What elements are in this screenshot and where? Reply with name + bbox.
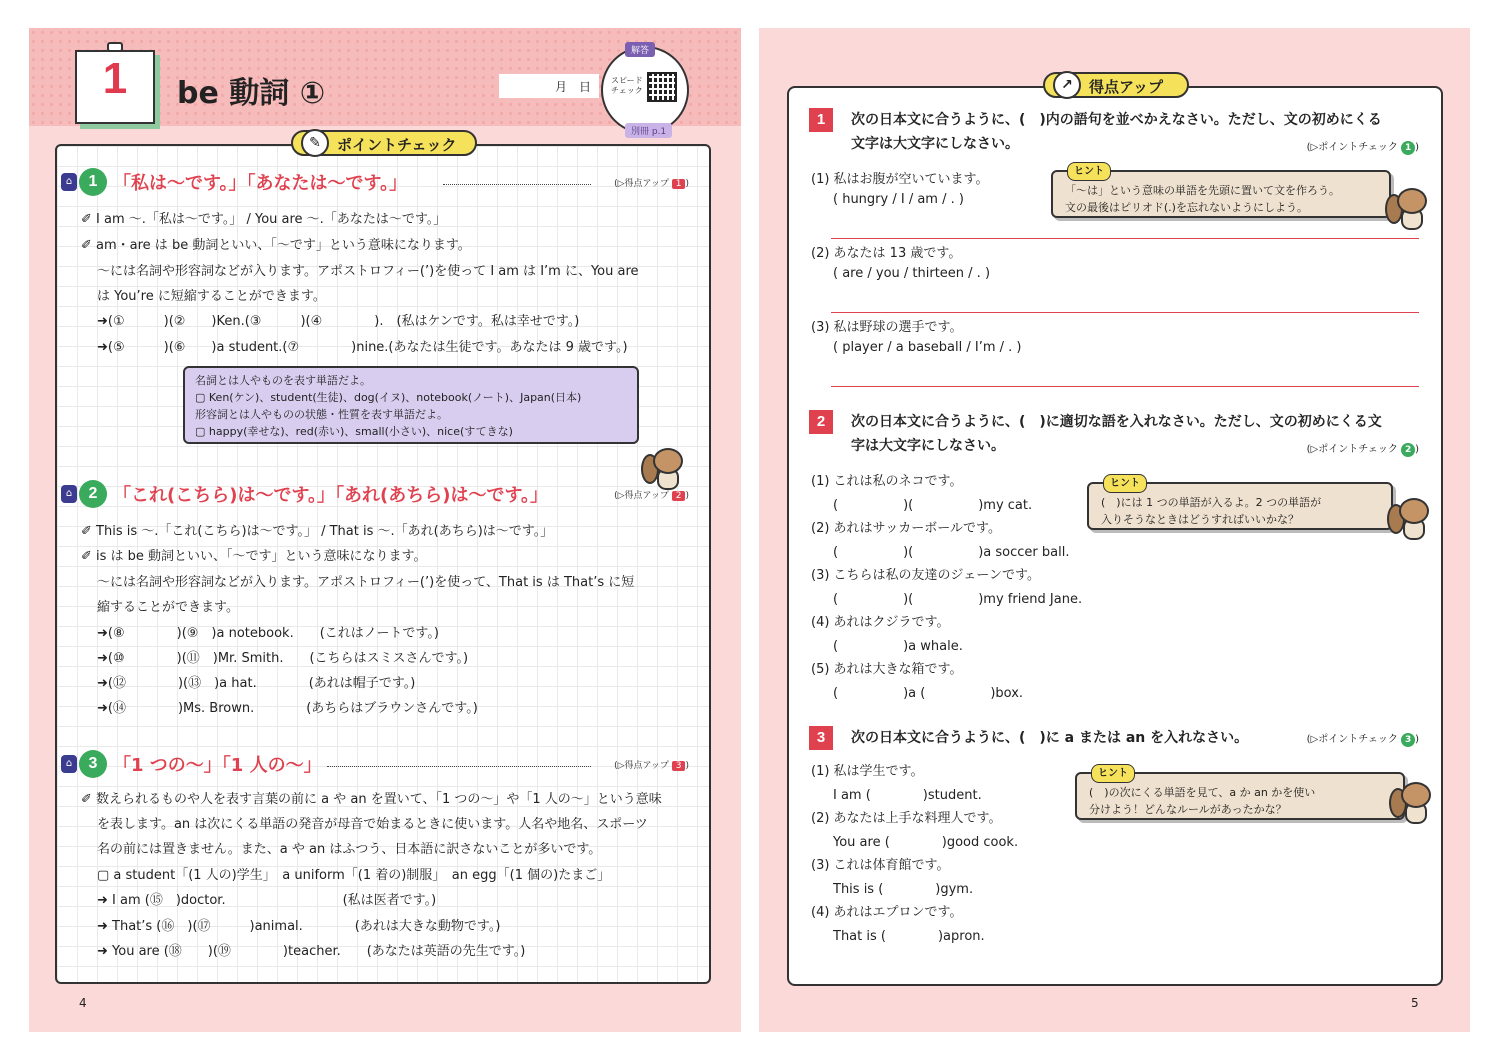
item-en[interactable]: ( )( )my cat. bbox=[833, 498, 1033, 513]
page-number: 4 bbox=[79, 996, 87, 1010]
text-line: ✐ am・are は be 動詞といい、「～です」という意味になります。 bbox=[81, 238, 471, 253]
exercise-line: ➜ I am (⑮ )doctor. (私は医者です。) bbox=[97, 893, 437, 908]
note-line: 名詞とは人やものを表す単語だよ。 bbox=[195, 374, 371, 387]
question-number: 1 bbox=[809, 108, 833, 132]
text-line: 縮することができます。 bbox=[97, 600, 239, 615]
divider bbox=[443, 184, 591, 185]
exercise-line: ➜ That’s (⑯ )(⑰ )animal. (あれは大きな動物です。) bbox=[97, 919, 501, 934]
lock-icon: ⌂ bbox=[61, 755, 77, 773]
question-text: 次の日本文に合うように、( )内の語句を並べかえなさい。ただし、文の初めにくる 文字は大文字にしなさい。 bbox=[851, 112, 1382, 152]
divider bbox=[327, 766, 591, 767]
squirrel-icon bbox=[1393, 494, 1433, 542]
text-line: ～には名詞や形容詞などが入ります。アポストロフィー(’)を使って、That is は That’s に短 bbox=[97, 575, 635, 590]
lock-icon: ⌂ bbox=[61, 173, 77, 191]
squirrel-icon bbox=[647, 444, 687, 492]
exercise-line: ➜(⑧ )(⑨ )a notebook. (これはノートです。) bbox=[97, 626, 439, 641]
text-line: ✐ I am ～.「私は～です。」 / You are ～.「あなたは～です。」 bbox=[81, 212, 447, 227]
example-line: ▢ a student「(1 人の)学生」 a uniform「(1 着の)制服」 an egg「(1 個の)たまご」 bbox=[97, 868, 611, 883]
item-en[interactable]: ( )a whale. bbox=[833, 639, 963, 654]
item-jp: (2) あれはサッカーボールです。 bbox=[811, 521, 1001, 536]
item-en: ( hungry / I / am / . ) bbox=[833, 192, 964, 207]
item-jp: (5) あれは大きな箱です。 bbox=[811, 662, 963, 677]
section-number: 1 bbox=[79, 168, 107, 196]
point-check-box bbox=[55, 144, 711, 984]
answer-line[interactable] bbox=[831, 312, 1419, 313]
section-number: 3 bbox=[79, 750, 107, 778]
text-line: ✐ 数えられるものや人を表す言葉の前に a や an を置いて、「1 つの～」や「1 人の～」という意味 bbox=[81, 792, 662, 807]
text-line: ✐ is は be 動詞といい、「～です」という意味になります。 bbox=[81, 549, 427, 564]
text-line: ✐ This is ～.「これ(こちら)は～です。」 / That is ～.「あれ(あちら)は～です。」 bbox=[81, 524, 554, 539]
speed-check-qr[interactable] bbox=[601, 46, 689, 137]
exercise-line: ➜(⑫ )(⑬ )a hat. (あれは帽子です。) bbox=[97, 676, 416, 691]
answer-page-tag: 別冊 p.1 bbox=[625, 123, 672, 138]
section-2-heading bbox=[61, 480, 548, 510]
section-3-heading bbox=[61, 750, 322, 780]
item-jp: (4) あれはクジラです。 bbox=[811, 615, 950, 630]
page-number: 5 bbox=[1411, 996, 1419, 1010]
hint-label: ヒント bbox=[1067, 162, 1111, 181]
text-line: は You’re に短縮することができます。 bbox=[97, 289, 326, 304]
item-en[interactable]: This is ( )gym. bbox=[833, 882, 974, 897]
point-ref[interactable]: (▷ポイントチェック 3 ) bbox=[1306, 734, 1419, 745]
exercise-line: ➜(⑭ )Ms. Brown. (あちらはブラウンさんです。) bbox=[97, 701, 478, 716]
exercise-line: ➜ You are (⑱ )(⑲ )teacher. (あなたは英語の先生です。) bbox=[97, 944, 526, 959]
item-jp: (4) あれはエプロンです。 bbox=[811, 905, 963, 920]
section-title: 「これ(こちら)は～です。」「あれ(あちら)は～です。」 bbox=[113, 485, 549, 506]
item-jp: (1) 私は学生です。 bbox=[811, 764, 924, 779]
hint-label: ヒント bbox=[1103, 474, 1147, 493]
exercise-line: ➜(⑤ )(⑥ )a student.(⑦ )nine.(あなたは生徒です。あなたは 9 歳です。) bbox=[97, 340, 628, 355]
score-up-banner: ↗ 得点アップ bbox=[1043, 72, 1189, 98]
section-number: 2 bbox=[79, 480, 107, 508]
answer-tag: 解答 bbox=[625, 42, 655, 57]
question-2 bbox=[809, 410, 845, 434]
answer-line[interactable] bbox=[831, 386, 1419, 387]
answer-line[interactable] bbox=[831, 238, 1419, 239]
hint-box: ヒント ( )には 1 つの単語が入るよ。2 つの単語が 入りそうなときはどうすればいいかな？ bbox=[1087, 482, 1393, 530]
point-check-banner: ✎ ポイントチェック bbox=[291, 130, 477, 156]
text-line: 名の前には置きません。また、a や an はふつう、日本語に訳さないことが多いです。 bbox=[97, 842, 602, 857]
squirrel-icon bbox=[1391, 184, 1431, 232]
question-number: 2 bbox=[809, 410, 833, 434]
item-jp: (1) 私はお腹が空いています。 bbox=[811, 172, 989, 187]
unit-number-card bbox=[75, 50, 155, 124]
right-page bbox=[759, 28, 1470, 1032]
section-ref[interactable]: (▷得点アップ 2 ) bbox=[614, 491, 689, 501]
left-page bbox=[29, 28, 741, 1032]
question-text: 次の日本文に合うように、( )に a または an を入れなさい。 bbox=[851, 730, 1249, 746]
question-3 bbox=[809, 726, 845, 750]
date-field[interactable]: 月 日 bbox=[499, 74, 599, 98]
chart-up-icon: ↗ bbox=[1053, 71, 1081, 99]
point-ref[interactable]: (▷ポイントチェック 1 ) bbox=[1306, 142, 1419, 153]
text-line: ～には名詞や形容詞などが入ります。アポストロフィー(’)を使って I am は I’m に、You are bbox=[97, 264, 639, 279]
unit-number: 1 bbox=[102, 54, 128, 103]
exercise-line: ➜(① )(② )Ken.(③ )(④ ). (私はケンです。私は幸せです。) bbox=[97, 314, 580, 329]
item-jp: (1) これは私のネコです。 bbox=[811, 474, 963, 489]
hint-box: ヒント 「～は」という意味の単語を先頭に置いて文を作ろう。 文の最後はピリオド(.)を忘れないようにしよう。 bbox=[1051, 170, 1391, 218]
item-en[interactable]: You are ( )good cook. bbox=[833, 835, 1019, 850]
section-ref[interactable]: (▷得点アップ 3 ) bbox=[614, 761, 689, 771]
hint-label: ヒント bbox=[1091, 764, 1135, 783]
note-line: ▢ happy(幸せな)、red(赤い)、small(小さい)、nice(すてきな) bbox=[195, 425, 513, 438]
item-en: ( are / you / thirteen / . ) bbox=[833, 266, 991, 281]
pencil-icon: ✎ bbox=[301, 129, 329, 157]
squirrel-icon bbox=[1395, 778, 1435, 826]
point-ref[interactable]: (▷ポイントチェック 2 ) bbox=[1306, 444, 1419, 455]
speed-check-label: スピード チェック bbox=[611, 76, 643, 95]
item-jp: (2) あなたは上手な料理人です。 bbox=[811, 811, 1002, 826]
note-line: 形容詞とは人やものの状態・性質を表す単語だよ。 bbox=[195, 408, 448, 421]
hint-box: ヒント ( )の次にくる単語を見て、a か an かを使い 分けよう！どんなルールがあったかな？ bbox=[1075, 772, 1405, 820]
unit-header bbox=[29, 28, 741, 137]
qr-code-icon[interactable] bbox=[647, 72, 677, 102]
score-up-box bbox=[787, 86, 1443, 986]
item-jp: (3) これは体育館です。 bbox=[811, 858, 950, 873]
question-text: 次の日本文に合うように、( )に適切な語を入れなさい。ただし、文の初めにくる文 字は大文字にしなさい。 bbox=[851, 414, 1382, 454]
item-jp: (2) あなたは 13 歳です。 bbox=[811, 246, 962, 261]
text-line: を表します。an は次にくる単語の発音が母音で始まるときに使います。人名や地名、スポーツ bbox=[97, 817, 648, 832]
lock-icon: ⌂ bbox=[61, 485, 77, 503]
item-jp: (3) こちらは私の友達のジェーンです。 bbox=[811, 568, 1040, 583]
item-en[interactable]: ( )( )a soccer ball. bbox=[833, 545, 1070, 560]
page-title: be 動詞 ① bbox=[177, 76, 326, 111]
item-en[interactable]: ( )a ( )box. bbox=[833, 686, 1024, 701]
section-title: 「1 つの～」「1 人の～」 bbox=[113, 755, 322, 776]
note-box bbox=[183, 366, 639, 444]
item-en[interactable]: ( )( )my friend Jane. bbox=[833, 592, 1083, 607]
section-title: 「私は～です。」「あなたは～です。」 bbox=[113, 173, 408, 194]
exercise-line: ➜(⑩ )(⑪ )Mr. Smith. (こちらはスミスさんです。) bbox=[97, 651, 469, 666]
item-en: ( player / a baseball / I’m / . ) bbox=[833, 340, 1022, 355]
item-en[interactable]: I am ( )student. bbox=[833, 788, 982, 803]
note-line: ▢ Ken(ケン)、student(生徒)、dog(イヌ)、notebook(ノート)、Japan(日本) bbox=[195, 391, 582, 404]
question-1 bbox=[809, 108, 845, 132]
item-en[interactable]: That is ( )apron. bbox=[833, 929, 985, 944]
section-ref[interactable]: (▷得点アップ 1 ) bbox=[614, 179, 689, 189]
section-1-heading bbox=[61, 168, 407, 198]
item-jp: (3) 私は野球の選手です。 bbox=[811, 320, 963, 335]
question-number: 3 bbox=[809, 726, 833, 750]
